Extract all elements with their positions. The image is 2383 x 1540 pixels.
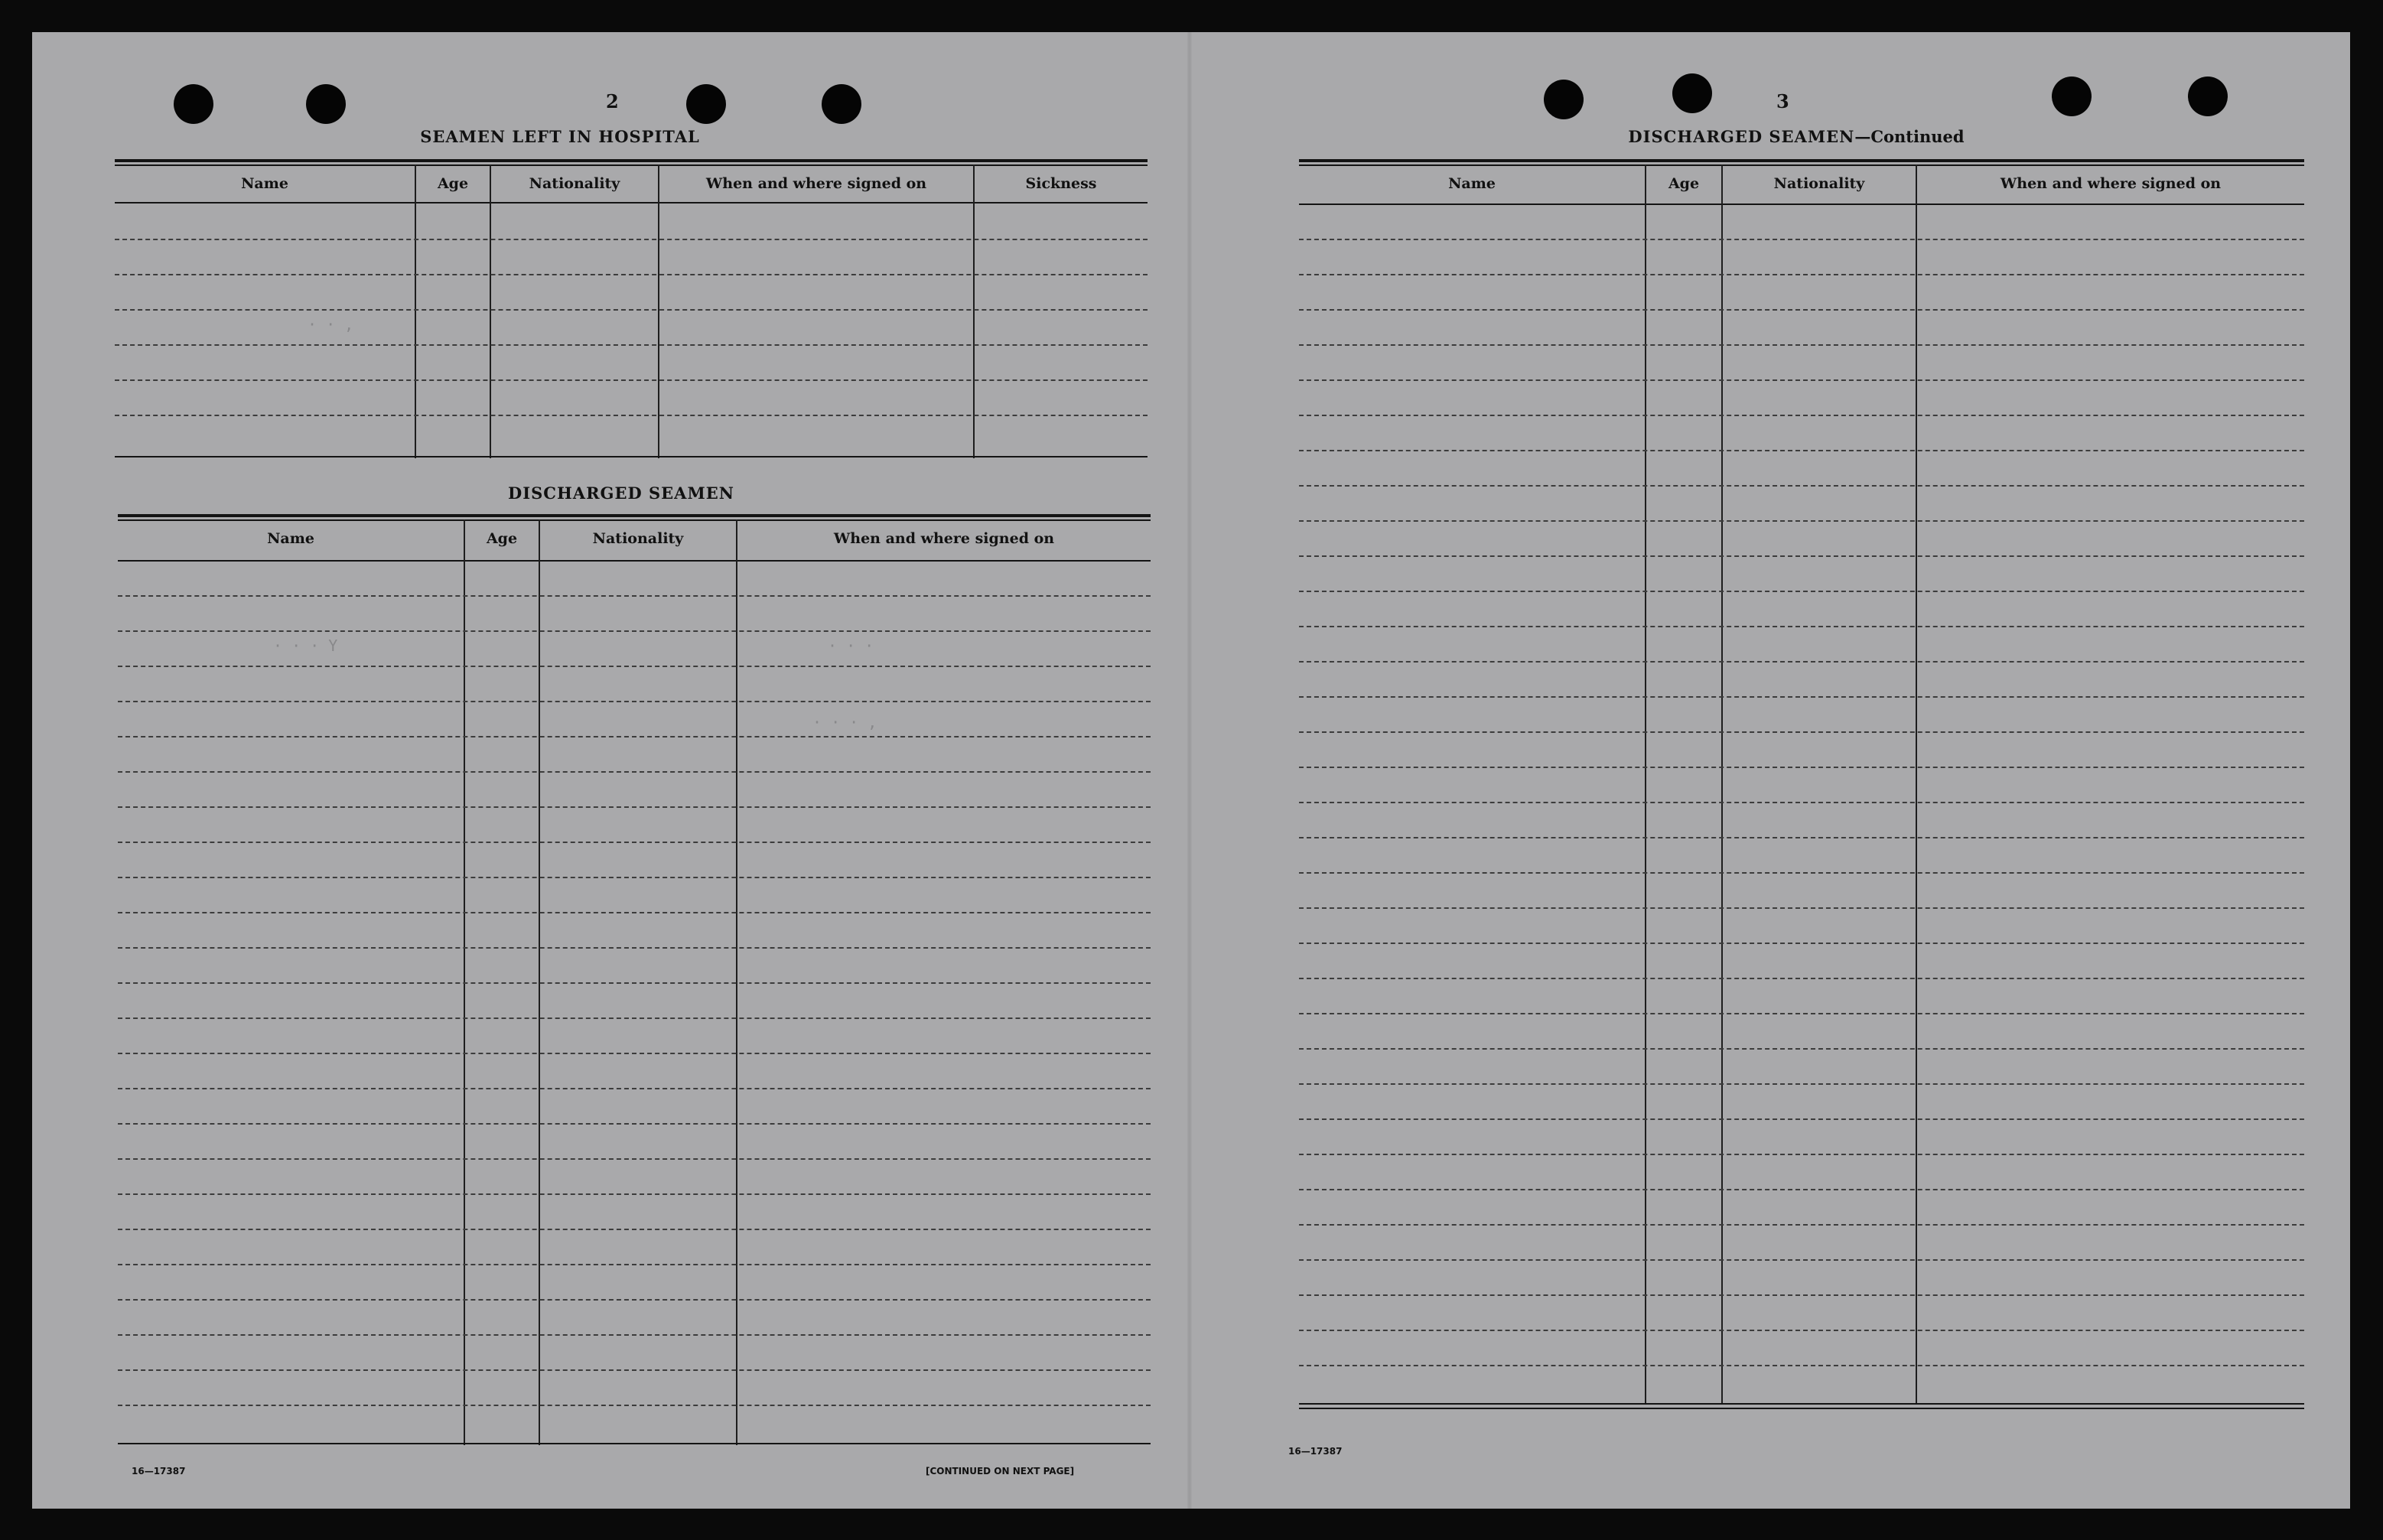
form-row-line — [1299, 767, 2304, 768]
form-row-line — [1299, 1259, 2304, 1261]
header-bottom-rule — [115, 202, 1148, 203]
form-row-line — [1299, 626, 2304, 627]
form-row-line — [118, 947, 1151, 949]
form-row-line — [115, 309, 1148, 311]
form-row-line — [1299, 1083, 2304, 1085]
form-row-line — [115, 239, 1148, 240]
form-row-line — [1299, 555, 2304, 557]
discharged-header-row — [118, 522, 1151, 555]
table-bottom-rule — [115, 456, 1148, 457]
punch-hole — [1544, 80, 1584, 119]
form-row-line — [115, 274, 1148, 275]
form-row-line — [1299, 274, 2304, 275]
punch-hole — [822, 84, 861, 124]
form-row-line — [1299, 450, 2304, 451]
form-row-line — [1299, 943, 2304, 944]
form-row-line — [1299, 1330, 2304, 1331]
table-top-rule — [118, 514, 1151, 517]
form-row-line — [1299, 344, 2304, 346]
header-bottom-rule — [1299, 203, 2304, 205]
form-row-line — [118, 1334, 1151, 1336]
form-row-line — [115, 415, 1148, 416]
bleed-through-mark: · · , — [308, 315, 354, 334]
form-row-line — [118, 1264, 1151, 1265]
form-row-line — [118, 912, 1151, 913]
form-row-line — [1299, 661, 2304, 663]
form-row-line — [1299, 239, 2304, 240]
form-row-line — [1299, 802, 2304, 803]
page-number: 3 — [1776, 90, 1789, 112]
table-top-rule — [1299, 164, 2304, 166]
form-row-line — [118, 1369, 1151, 1371]
form-row-line — [118, 630, 1151, 632]
table-top-rule — [115, 159, 1148, 162]
continued-note: [CONTINUED ON NEXT PAGE] — [926, 1466, 1075, 1477]
column-header-nationality: Nationality — [592, 530, 684, 547]
form-row-line — [118, 982, 1151, 984]
form-row-line — [118, 736, 1151, 737]
form-row-line — [118, 806, 1151, 808]
form-row-line — [118, 1405, 1151, 1406]
hospital-header-row — [115, 167, 1148, 200]
discharged-continued-header-row — [1299, 167, 2304, 200]
column-header-age: Age — [486, 530, 518, 547]
table-top-rule — [118, 519, 1151, 521]
form-row-line — [118, 1088, 1151, 1089]
hospital-section-title: SEAMEN LEFT IN HOSPITAL — [420, 127, 700, 146]
column-header-sickness: Sickness — [1025, 175, 1097, 192]
discharged-continued-table — [1299, 159, 2304, 1444]
form-row-line — [118, 701, 1151, 702]
form-row-line — [118, 1193, 1151, 1195]
punch-hole — [2052, 77, 2092, 116]
form-row-line — [118, 771, 1151, 773]
form-row-line — [1299, 907, 2304, 909]
form-row-line — [1299, 1048, 2304, 1050]
right-page — [1192, 32, 2350, 1509]
scanned-document — [32, 32, 2350, 1509]
form-row-line — [1299, 1118, 2304, 1120]
column-header-signed-on: When and where signed on — [2000, 175, 2222, 192]
form-row-line — [118, 1158, 1151, 1160]
column-header-signed-on: When and where signed on — [833, 530, 1055, 547]
column-divider — [1916, 164, 1917, 1404]
form-row-line — [1299, 1224, 2304, 1226]
form-row-line — [118, 1299, 1151, 1301]
punch-hole — [1672, 73, 1712, 113]
form-row-line — [118, 1017, 1151, 1019]
form-row-line — [1299, 379, 2304, 381]
form-row-line — [1299, 1189, 2304, 1190]
discharged-table — [118, 514, 1151, 1451]
column-header-age: Age — [437, 175, 469, 192]
form-row-line — [118, 595, 1151, 597]
form-row-line — [1299, 837, 2304, 838]
title-main: DISCHARGED SEAMEN — [1628, 127, 1855, 146]
column-divider — [1645, 164, 1646, 1404]
punch-hole — [2188, 77, 2228, 116]
table-top-rule — [115, 164, 1148, 166]
form-row-line — [118, 666, 1151, 667]
form-number: 16—17387 — [1288, 1446, 1343, 1457]
column-header-name: Name — [267, 530, 314, 547]
column-header-name: Name — [1448, 175, 1496, 192]
form-row-line — [1299, 485, 2304, 487]
form-row-line — [1299, 1013, 2304, 1014]
form-row-line — [118, 877, 1151, 878]
discharged-section-title: DISCHARGED SEAMEN — [508, 483, 734, 503]
form-row-line — [118, 842, 1151, 843]
table-bottom-rule — [1299, 1408, 2304, 1409]
left-page — [32, 32, 1187, 1509]
column-header-nationality: Nationality — [1773, 175, 1865, 192]
bleed-through-mark: · · · , — [812, 713, 877, 731]
column-header-nationality: Nationality — [529, 175, 620, 192]
punch-hole — [174, 84, 213, 124]
page-number: 2 — [606, 90, 619, 112]
form-row-line — [1299, 978, 2304, 979]
form-row-line — [118, 1053, 1151, 1054]
column-header-name: Name — [241, 175, 288, 192]
form-row-line — [1299, 1294, 2304, 1296]
form-row-line — [1299, 731, 2304, 733]
discharged-continued-title — [1559, 127, 2033, 146]
form-row-line — [1299, 1154, 2304, 1155]
table-bottom-rule — [1299, 1403, 2304, 1405]
header-bottom-rule — [118, 560, 1151, 562]
punch-hole — [306, 84, 346, 124]
title-continued: —Continued — [1854, 127, 1965, 146]
form-row-line — [115, 344, 1148, 346]
form-row-line — [1299, 520, 2304, 522]
form-row-line — [115, 379, 1148, 381]
form-row-line — [118, 1123, 1151, 1125]
bleed-through-mark: · · · — [828, 637, 874, 655]
table-top-rule — [1299, 159, 2304, 162]
form-row-line — [1299, 1365, 2304, 1366]
punch-hole — [686, 84, 726, 124]
column-divider — [1721, 164, 1723, 1404]
form-row-line — [1299, 415, 2304, 416]
hospital-table — [115, 159, 1148, 461]
form-number: 16—17387 — [132, 1466, 186, 1477]
table-bottom-rule — [118, 1443, 1151, 1444]
form-row-line — [1299, 591, 2304, 592]
column-header-age: Age — [1668, 175, 1700, 192]
column-header-signed-on: When and where signed on — [705, 175, 927, 192]
form-row-line — [1299, 696, 2304, 698]
form-row-line — [1299, 309, 2304, 311]
bleed-through-mark: · · · Y — [273, 637, 338, 655]
form-row-line — [118, 1229, 1151, 1230]
form-row-line — [1299, 872, 2304, 874]
